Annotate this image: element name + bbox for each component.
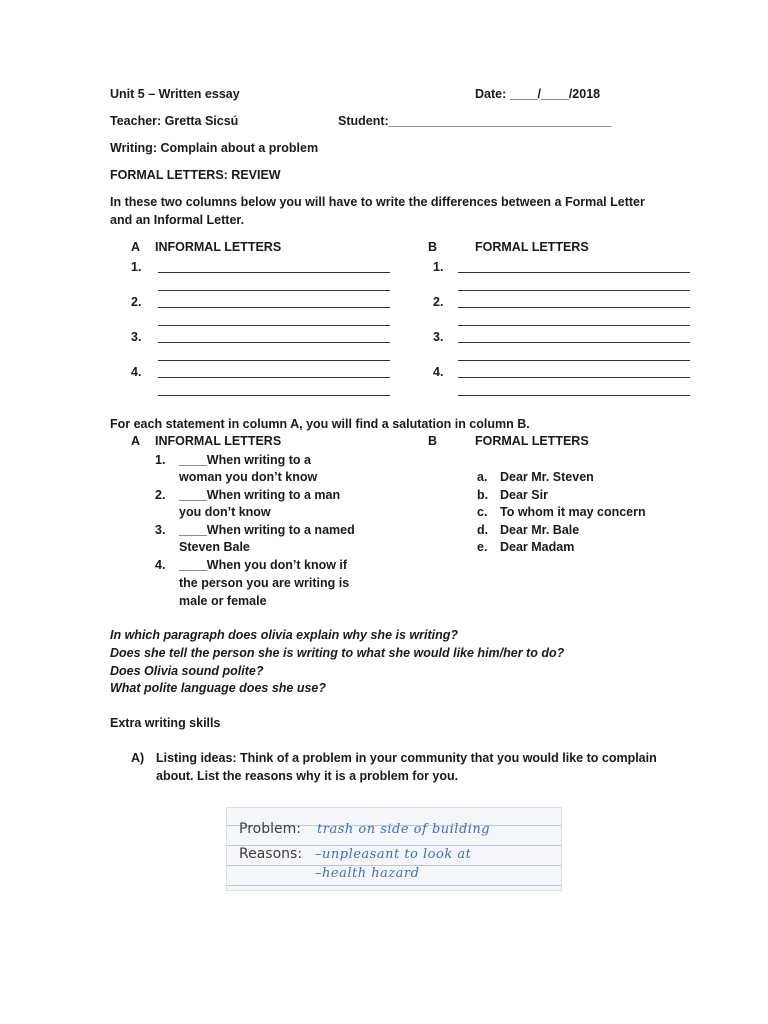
salutation-letter: a. <box>477 470 488 484</box>
salutation-letter: b. <box>477 488 489 502</box>
statement-number: 1. <box>155 453 166 467</box>
matching-column-b-letter: B <box>428 434 438 448</box>
informal-answer-line[interactable] <box>158 395 390 396</box>
matching-column-a-letter: A <box>131 434 141 448</box>
question: Does Olivia sound polite? <box>110 664 264 678</box>
matching-column-a-title: INFORMAL LETTERS <box>155 434 282 448</box>
salutation-text: To whom it may concern <box>500 505 646 519</box>
intro-line-1: In these two columns below you will have to write the differences between a Formal Letter <box>110 195 645 209</box>
statement-text: male or female <box>179 594 267 608</box>
informal-answer-line[interactable] <box>158 325 390 326</box>
statement-text: woman you don’t know <box>179 470 318 484</box>
matching-column-b-title: FORMAL LETTERS <box>475 434 589 448</box>
salutation-letter: c. <box>477 505 488 519</box>
question: What polite language does she use? <box>110 681 327 695</box>
salutation-letter: d. <box>477 523 489 537</box>
matching-instruction: For each statement in column A, you will find a salutation in column B. <box>110 417 530 431</box>
student-name-field[interactable]: Student:________________________________ <box>338 114 612 128</box>
formal-answer-line[interactable] <box>458 377 690 378</box>
formal-item-number: 4. <box>433 365 444 379</box>
question: Does she tell the person she is writing to what she would like him/her to do? <box>110 646 565 660</box>
problem-handwriting: trash on side of building <box>317 822 491 837</box>
formal-answer-line[interactable] <box>458 360 690 361</box>
statement-text[interactable]: ____When you don’t know if <box>179 558 348 572</box>
extra-item-text: Listing ideas: Think of a problem in your community that you would like to complain <box>156 751 657 765</box>
informal-answer-line[interactable] <box>158 272 390 273</box>
extra-skills-title: Extra writing skills <box>110 716 221 730</box>
formal-answer-line[interactable] <box>458 395 690 396</box>
teacher-name: Teacher: Gretta Sicsú <box>110 114 239 128</box>
reason-handwriting: –unpleasant to look at <box>315 847 472 862</box>
formal-item-number: 2. <box>433 295 444 309</box>
informal-item-number: 1. <box>131 260 142 274</box>
formal-answer-line[interactable] <box>458 307 690 308</box>
formal-item-number: 1. <box>433 260 444 274</box>
statement-text: the person you are writing is <box>179 576 350 590</box>
statement-text[interactable]: ____When writing to a named <box>179 523 355 537</box>
extra-item-label: A) <box>131 751 145 765</box>
formal-item-number: 3. <box>433 330 444 344</box>
example-notebook-image <box>226 807 562 891</box>
informal-answer-line[interactable] <box>158 377 390 378</box>
statement-text[interactable]: ____When writing to a <box>179 453 311 467</box>
statement-text[interactable]: ____When writing to a man <box>179 488 341 502</box>
writing-topic: Writing: Complain about a problem <box>110 141 319 155</box>
column-b-letter: B <box>428 240 438 254</box>
statement-number: 3. <box>155 523 166 537</box>
column-a-title: INFORMAL LETTERS <box>155 240 282 254</box>
problem-label: Problem: <box>239 821 301 837</box>
statement-number: 2. <box>155 488 166 502</box>
salutation-text: Dear Mr. Bale <box>500 523 580 537</box>
informal-item-number: 2. <box>131 295 142 309</box>
question: In which paragraph does olivia explain why she is writing? <box>110 628 458 642</box>
formal-answer-line[interactable] <box>458 342 690 343</box>
extra-item-text: about. List the reasons why it is a problem for you. <box>156 769 459 783</box>
salutation-letter: e. <box>477 540 488 554</box>
intro-line-2: and an Informal Letter. <box>110 213 245 227</box>
date-field[interactable]: Date: ____/____/2018 <box>475 87 601 101</box>
informal-item-number: 4. <box>131 365 142 379</box>
formal-answer-line[interactable] <box>458 290 690 291</box>
salutation-text: Dear Sir <box>500 488 548 502</box>
column-b-title: FORMAL LETTERS <box>475 240 589 254</box>
reasons-label: Reasons: <box>239 846 303 862</box>
unit-title: Unit 5 – Written essay <box>110 87 240 101</box>
salutation-text: Dear Mr. Steven <box>500 470 594 484</box>
informal-answer-line[interactable] <box>158 307 390 308</box>
informal-answer-line[interactable] <box>158 360 390 361</box>
informal-item-number: 3. <box>131 330 142 344</box>
informal-answer-line[interactable] <box>158 290 390 291</box>
formal-answer-line[interactable] <box>458 325 690 326</box>
reason-handwriting: –health hazard <box>315 866 420 881</box>
statement-text: Steven Bale <box>179 540 250 554</box>
column-a-letter: A <box>131 240 141 254</box>
section-title: FORMAL LETTERS: REVIEW <box>110 168 281 182</box>
statement-number: 4. <box>155 558 166 572</box>
statement-text: you don’t know <box>179 505 271 519</box>
formal-answer-line[interactable] <box>458 272 690 273</box>
salutation-text: Dear Madam <box>500 540 575 554</box>
informal-answer-line[interactable] <box>158 342 390 343</box>
